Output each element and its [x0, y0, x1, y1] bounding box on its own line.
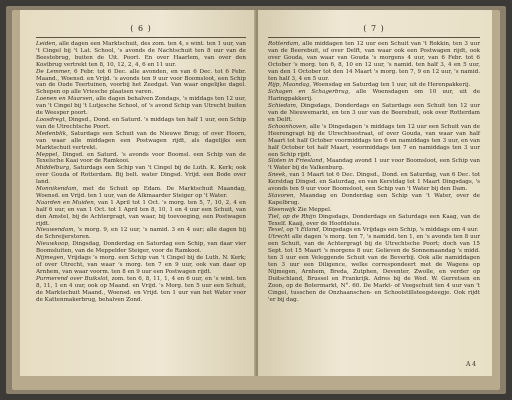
entry-heading: Nijmegen, — [36, 255, 66, 262]
entry-paragraph — [36, 165, 246, 186]
left-page — [20, 10, 256, 376]
entry-text: alle dagen 's morg. ten 7, 's namidd. ten 1, en 's avonds ten 8 uur een Schuit, van de Achtergragt bij de Utrechtsche Poort; doch van 15 Sept. tot 15 Maart 's morgens 8 uur. Gelieven de Sonnemaandag 's midd. ten 3 uur een Veleggende Schuit van de Beverbij. Ook alle namiddagen ten 3 uur een Diligence, welke correspondeert met de Wagens op Nijmegen, Arnhem, Breda, Zutphen, Deventer, Zwolle, en verder op Duitschland, Brussel en Frankrijk. Adres bij de Wed. W. Gerretsen en Zoon, op de Botermarkt, N°. 60. De Markt- of Veegschuit ten 4 uur van 't Cingel, tusschen de Onzhaanschen- en Schoolstillsteegsteegje. Ook rijdt 'er bij dag. — [268, 234, 480, 303]
entry-paragraph — [268, 103, 480, 124]
entry-text: Dingsd., Dond. en Saturd. 's middags ten half 1 uur, een Schip van de Utrechtsche Poort. — [36, 116, 246, 130]
right-header-rule — [268, 37, 480, 38]
entry-text: Saturdags een Schip van 't Cingel bij de Luth. K. Kerk; ook over Gouda of Rotterdam. Bij belt. water Dingsd. Vrijd. een Bode over land. — [36, 165, 247, 186]
entry-heading: Meppel, — [36, 151, 60, 158]
entry-paragraph — [36, 69, 246, 97]
entry-text: Dingsdag, Donderdag en Saturdag een Schip, van daar vier Boomsluiten, van de Meppelder Steiger, voor de Ramkooi. — [36, 241, 247, 255]
entry-paragraph — [268, 214, 480, 228]
entry-paragraph — [36, 276, 246, 304]
entry-heading: Loosdregt, — [36, 116, 67, 123]
entry-paragraph — [268, 41, 480, 82]
entry-heading: Stavoren, — [268, 192, 296, 199]
right-page — [258, 10, 492, 376]
entry-paragraph — [36, 96, 246, 117]
entry-heading: Monnikendam, — [36, 186, 79, 193]
entry-heading: Rijp, Maandag, — [268, 82, 312, 89]
entry-heading: Texel, op 't Eiland, — [268, 227, 321, 234]
entry-paragraph — [36, 41, 246, 69]
right-page-number: ( 7 ) — [363, 24, 385, 33]
entry-text: Saturdags een Schuit van de Nieuwe Brug; of over Hoorn, van waar alle middagen een Postwagen rijdt, als dagelijks een Marktschuit vertrekt. — [36, 130, 246, 151]
entry-text: zom. ten 6, 8, 11, 1, 4 en 6 uur, en 's wint. ten 8, 11, 1 en 4 uur, ook op Maand. en Vrijd. 's Morg. ten 5 uur een Schuit, de Marktschuit Maand., Woensd. en Vrijd. ten 1 uur van het Water voor de Kattenmakerbrug, behalven Zond. — [36, 275, 246, 303]
entry-paragraph — [268, 124, 480, 159]
entry-paragraph — [268, 227, 480, 234]
entry-text: alle middagen ten 12 uur een Schuit van 't Rokkin, ten 3 uur van de Beerebuit, of over Delft, van waar ook een Postwagen rijdt, ook over Gouda, van waar van Gouda 's morgens 4 uur, van 6 Febr. tot 6 October 's morg. ten 6, 8, 10 en 12 uur, 's namid. ten half 3, 4 en 5 uur, van den 1 October tot den 14 Maart 's morg. ten 7, 9 en 12 uur, 's namid. ten half 3, 4 en 5 uur. — [268, 41, 480, 82]
left-header-rule — [36, 37, 246, 38]
left-page-text — [36, 41, 246, 303]
entry-paragraph — [36, 241, 246, 255]
entry-heading: Purmerend over Buikslot, — [36, 275, 110, 282]
entry-paragraph — [268, 207, 480, 214]
entry-heading: Nieuwendam, — [36, 227, 76, 234]
entry-text: Vrijdags 's morg. een Schip van 't Cingel bij de Luth. N. Kerk; of over Utrecht, van waar 's morg. ten 7 en 9 uur, ook van daar op Arnhem, van waar voorm. ten 8 en 9 uur een Postwagen rijdt. — [36, 255, 247, 275]
entry-text: alle dagen behalven Zondags, 's middags ten 12 uur, van 't Cingel bij 't Lutjesche School, of 's avond Schip van Utrecht buiten de Weesper poort. — [36, 96, 246, 117]
entry-paragraph — [268, 89, 480, 103]
entry-text: Woensdag en Saturdag ten 1 uur, uit de Herenpakkerij. — [312, 82, 471, 89]
left-page-number: ( 6 ) — [130, 24, 152, 33]
entry-text: 6 Febr. tot 6 Dec. alle avonden, en van 6 Dec. tot 6 Febr. Maand., Woensd. en Vrijd. 's avonds ten 9 uur voor Boomsloot, een Schip van de Oude Teertuinen, voorbij het Zeedgat. Van waar ongelijke dagel. Schepen op alle Vriesche plaatsen varen. — [36, 68, 246, 96]
entry-paragraph — [36, 186, 246, 200]
entry-paragraph — [36, 152, 246, 166]
entry-heading: Sloten in Friesland, — [268, 158, 325, 165]
entry-text: Zie Meppel. — [297, 206, 332, 213]
entry-text: Maandag en Donderdag een Schip van 't Water, over de Kapelbrug. — [268, 192, 480, 206]
signature-mark: A 4 — [465, 361, 476, 368]
entry-text: van 1 April tot 1 Oct. 's morg. ten 5, 7, 10, 2, 4 en half 6 uur, en van 1 Oct. tot 1 April ten 8, 10, 1 en 4 uur een Schuit, van den Amstel, bij de Achtergragt, van waar, bij toevoeging, een Postwagen rijdt. — [36, 199, 246, 227]
entry-text: 's morg. 9, en 12 uur, 's namid. 3 en 4 uur; alle dagen bij de Schreijerstoren. — [36, 227, 246, 241]
entry-heading: Utrecht — [268, 234, 290, 241]
entry-heading: Leiden, — [36, 41, 58, 47]
entry-text: van 1 Maart tot 6 Dec. Dingsd., Dond. en Saturdag, van 6 Dec. tot Kerstdag Dingsd. en Saturdag, en van Kerstdag tot 1 Maart Dingsdags, 's avonds ten 9 uur voor Boomsloot, een Schip van 't Water bij den Dam. — [268, 172, 481, 193]
entry-heading: Schiedam, — [268, 103, 298, 110]
entry-paragraph — [268, 234, 480, 303]
entry-heading: De Lemmer, — [36, 68, 72, 75]
entry-paragraph — [36, 227, 246, 241]
entry-heading: Schoonhoven, — [268, 123, 308, 130]
entry-heading: Rotterdam, — [268, 41, 301, 47]
entry-heading: Nieuwkoop, — [36, 241, 70, 248]
entry-paragraph — [36, 200, 246, 228]
entry-text: Dingsd. en Saturd. 's avonds voor Boomsl. een Schip van de Texelsche Kaai voor de Ramkooi. — [36, 151, 246, 165]
entry-text: Maandag avond 1 uur voor Boomsloot, een Schip van 't Water bij de Valkenburg. — [268, 158, 480, 172]
entry-heading: Steenwijk — [268, 206, 297, 213]
entry-heading: Medenblik, — [36, 130, 68, 137]
entry-paragraph — [268, 82, 480, 89]
entry-text: alle 's Dingsdagen 's middags ten 12 uur een Schuit van de Heerengragt bij de Utrechtsestraat, of over Gouda, van waar van half Maart tot half October voormiddags ten 6 en namiddags ten 3 uur, en van half October tot half Maart, voormiddags ten 7 en namiddags ten 3 uur een Schip rijdt. — [268, 123, 480, 158]
entry-heading: Sneek, — [268, 172, 288, 179]
entry-paragraph — [268, 193, 480, 207]
entry-paragraph — [36, 131, 246, 152]
entry-heading: Middelburg, — [36, 165, 71, 172]
entry-heading: Naarden en Muiden, — [36, 199, 96, 206]
entry-heading: Loenen en Maarsen, — [36, 96, 95, 103]
entry-paragraph — [268, 172, 480, 193]
entry-text: alle dagen een Marktschuit, des zom. ten 4, s wint. ten 1 uur, van 't Cingel bij 't Lat. School, 's avonds de Nachtschuit ten 8 uur van de Beestebrug, buiten de Uit. Poort. En over Haarlem, van over den Kostbrug vertrekt ten 8, 10, 12, 2, 4, 6 en 11 uur. — [36, 41, 247, 68]
entry-text: alle Woensdagen om 10 uur, uit de Haringpakkerij. — [268, 89, 481, 103]
entry-heading: Schagen en Schagerbrug, — [268, 89, 351, 96]
entry-text: Dingsdags en Vrijdags een Schip, 's middags om 4 uur. — [322, 227, 479, 234]
right-page-text — [268, 41, 480, 303]
entry-paragraph — [36, 255, 246, 276]
entry-paragraph — [268, 158, 480, 172]
entry-text: Dingsdags, Donderdags en Saturdags een Schuit ten 12 uur van de Nieuwemarkt, en ten 3 uur van de Beerebuit, ook over Rotterdam en Delft. — [268, 103, 480, 123]
entry-text: met de Schuit op Edam. De Marktschuit Maandag, Woensd. en Vrijd. ten 1 uur, van de Alkmaarder Steiger op 't Water. — [36, 186, 246, 199]
entry-paragraph — [36, 117, 246, 131]
entry-heading: Tiel, op de Rhijn — [268, 213, 317, 220]
entry-text: Dingsdags, Donderdags en Saturdags een Kaag, van de Texelf. Kaaij, over de Hoofdsluis. — [268, 213, 481, 227]
